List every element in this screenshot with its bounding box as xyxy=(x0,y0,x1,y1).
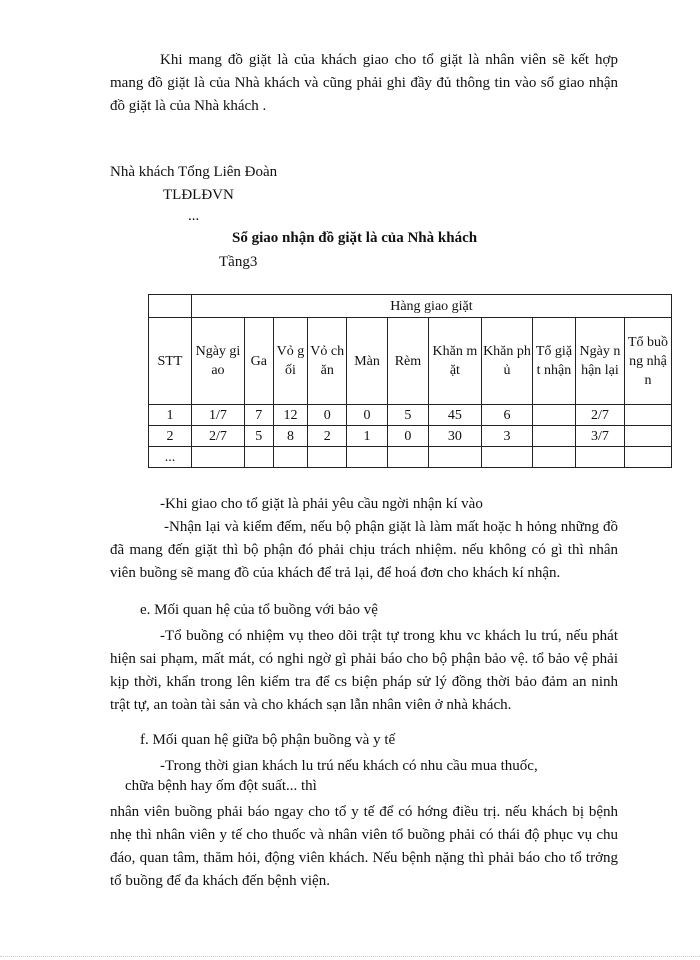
section-f-line2: chữa bệnh hay ốm đột suất... thì xyxy=(125,778,317,794)
column-header: Ga xyxy=(245,318,274,405)
table-cell: 2 xyxy=(308,426,347,447)
header-blank-cell xyxy=(149,295,192,318)
table-cell xyxy=(533,447,576,468)
section-f-heading: f. Mối quan hệ giữa bộ phận buồng và y tế xyxy=(140,732,396,748)
table-cell: 45 xyxy=(428,405,481,426)
table-column-header-row xyxy=(149,318,672,405)
table-cell: 5 xyxy=(245,426,274,447)
table-cell xyxy=(273,447,308,468)
table-cell: 8 xyxy=(273,426,308,447)
table-cell xyxy=(481,447,532,468)
floor-label: Tầng3 xyxy=(219,254,258,270)
column-header: Màn xyxy=(347,318,388,405)
org-abbr: TLĐLĐVN xyxy=(163,187,234,203)
table-row xyxy=(149,405,672,426)
table-cell: 2/7 xyxy=(191,426,244,447)
table-cell: 0 xyxy=(308,405,347,426)
section-e-heading: e. Mối quan hệ của tổ buồng với bảo vệ xyxy=(140,602,378,618)
column-header: Tổ buồng nhận xyxy=(624,318,671,405)
table-cell xyxy=(533,405,576,426)
table-cell: 3/7 xyxy=(575,426,624,447)
table-cell xyxy=(387,447,428,468)
table-cell: 5 xyxy=(387,405,428,426)
table-cell: 2/7 xyxy=(575,405,624,426)
table-cell: 1/7 xyxy=(191,405,244,426)
column-header: Ngày nhận lại xyxy=(575,318,624,405)
table-cell: 7 xyxy=(245,405,274,426)
table-cell xyxy=(624,405,671,426)
table-cell: ... xyxy=(149,447,192,468)
table-cell: 1 xyxy=(347,426,388,447)
section-e-body: -Tổ buồng có nhiệm vụ theo dõi trật tự trong khu vc khách lu trú, nếu phát hiện sai phạm, mất mát, có nghi ngờ gì phải báo cho bộ phận bảo vệ. tổ bảo vệ phải kịp thời, khẩn trong lên kiểm tra để cs biện pháp sử lý đồng thời bảo đảm an ninh trật tự, an toàn tài sản và cho khách sạn lẫn nhân viên ở nhà khách. xyxy=(110,628,618,713)
note-recount: -Nhận lại và kiểm đếm, nếu bộ phận giặt là làm mất hoặc h hỏng những đồ đã mang đến giặt thì bộ phận đó phải chịu trách nhiệm. nếu không có gì thì nhân viên buồng sẽ mang đồ của khách để trả lại, để hoá đơn cho khách kí nhận. xyxy=(110,519,618,581)
table-cell: 0 xyxy=(347,405,388,426)
column-header: STT xyxy=(149,318,192,405)
table-group-header-row xyxy=(149,295,672,318)
table-cell: 6 xyxy=(481,405,532,426)
column-header: Rèm xyxy=(387,318,428,405)
column-header: Vỏ gối xyxy=(273,318,308,405)
page-bottom-rule xyxy=(0,956,700,957)
ledger-title: Sổ giao nhận đồ giặt là của Nhà khách xyxy=(232,230,478,246)
column-header: Khăn phủ xyxy=(481,318,532,405)
intro-paragraph: Khi mang đồ giặt là của khách giao cho tổ giặt là nhân viên sẽ kết hợp mang đồ giặt là của Nhà khách và cũng phải ghi đầy đủ thông tin vào sổ giao nhận đồ giặt là của Nhà khách . xyxy=(110,52,618,114)
table-row xyxy=(149,426,672,447)
table-cell xyxy=(624,447,671,468)
column-header: Vỏ chăn xyxy=(308,318,347,405)
section-f-line1: -Trong thời gian khách lu trú nếu khách có nhu cầu mua thuốc, xyxy=(160,758,538,774)
table-cell xyxy=(347,447,388,468)
laundry-ledger-table xyxy=(148,294,672,468)
table-cell: 2 xyxy=(149,426,192,447)
table-cell xyxy=(308,447,347,468)
table-cell: 1 xyxy=(149,405,192,426)
table-cell xyxy=(245,447,274,468)
table-cell xyxy=(624,426,671,447)
table-cell: 30 xyxy=(428,426,481,447)
column-header: Khăn mặt xyxy=(428,318,481,405)
table-row xyxy=(149,447,672,468)
table-cell: 12 xyxy=(273,405,308,426)
section-f-body: nhân viên buồng phải báo ngay cho tổ y tế để có hớng điều trị. nếu khách bị bệnh nhẹ thì nhân viên y tế cho thuốc và nhân viên tổ buồng phải có thái độ phục vụ chu đáo, quan tâm, thăm hỏi, động viên khách. Nếu bệnh nặng thì phải báo cho tổ trởng tổ buồng để đa khách đến bệnh viện. xyxy=(110,804,618,889)
ellipsis-line: ... xyxy=(188,208,200,224)
note-receiver-sign: -Khi giao cho tổ giặt là phải yêu cầu ngời nhận kí vào xyxy=(160,496,483,512)
table-cell xyxy=(533,426,576,447)
org-name: Nhà khách Tổng Liên Đoàn xyxy=(110,164,278,180)
table-cell xyxy=(428,447,481,468)
column-header: Tổ giặt nhận xyxy=(533,318,576,405)
table-cell xyxy=(575,447,624,468)
column-header: Ngày giao xyxy=(191,318,244,405)
group-header: Hàng giao giặt xyxy=(191,295,671,318)
table-cell: 0 xyxy=(387,426,428,447)
table-cell: 3 xyxy=(481,426,532,447)
table-cell xyxy=(191,447,244,468)
